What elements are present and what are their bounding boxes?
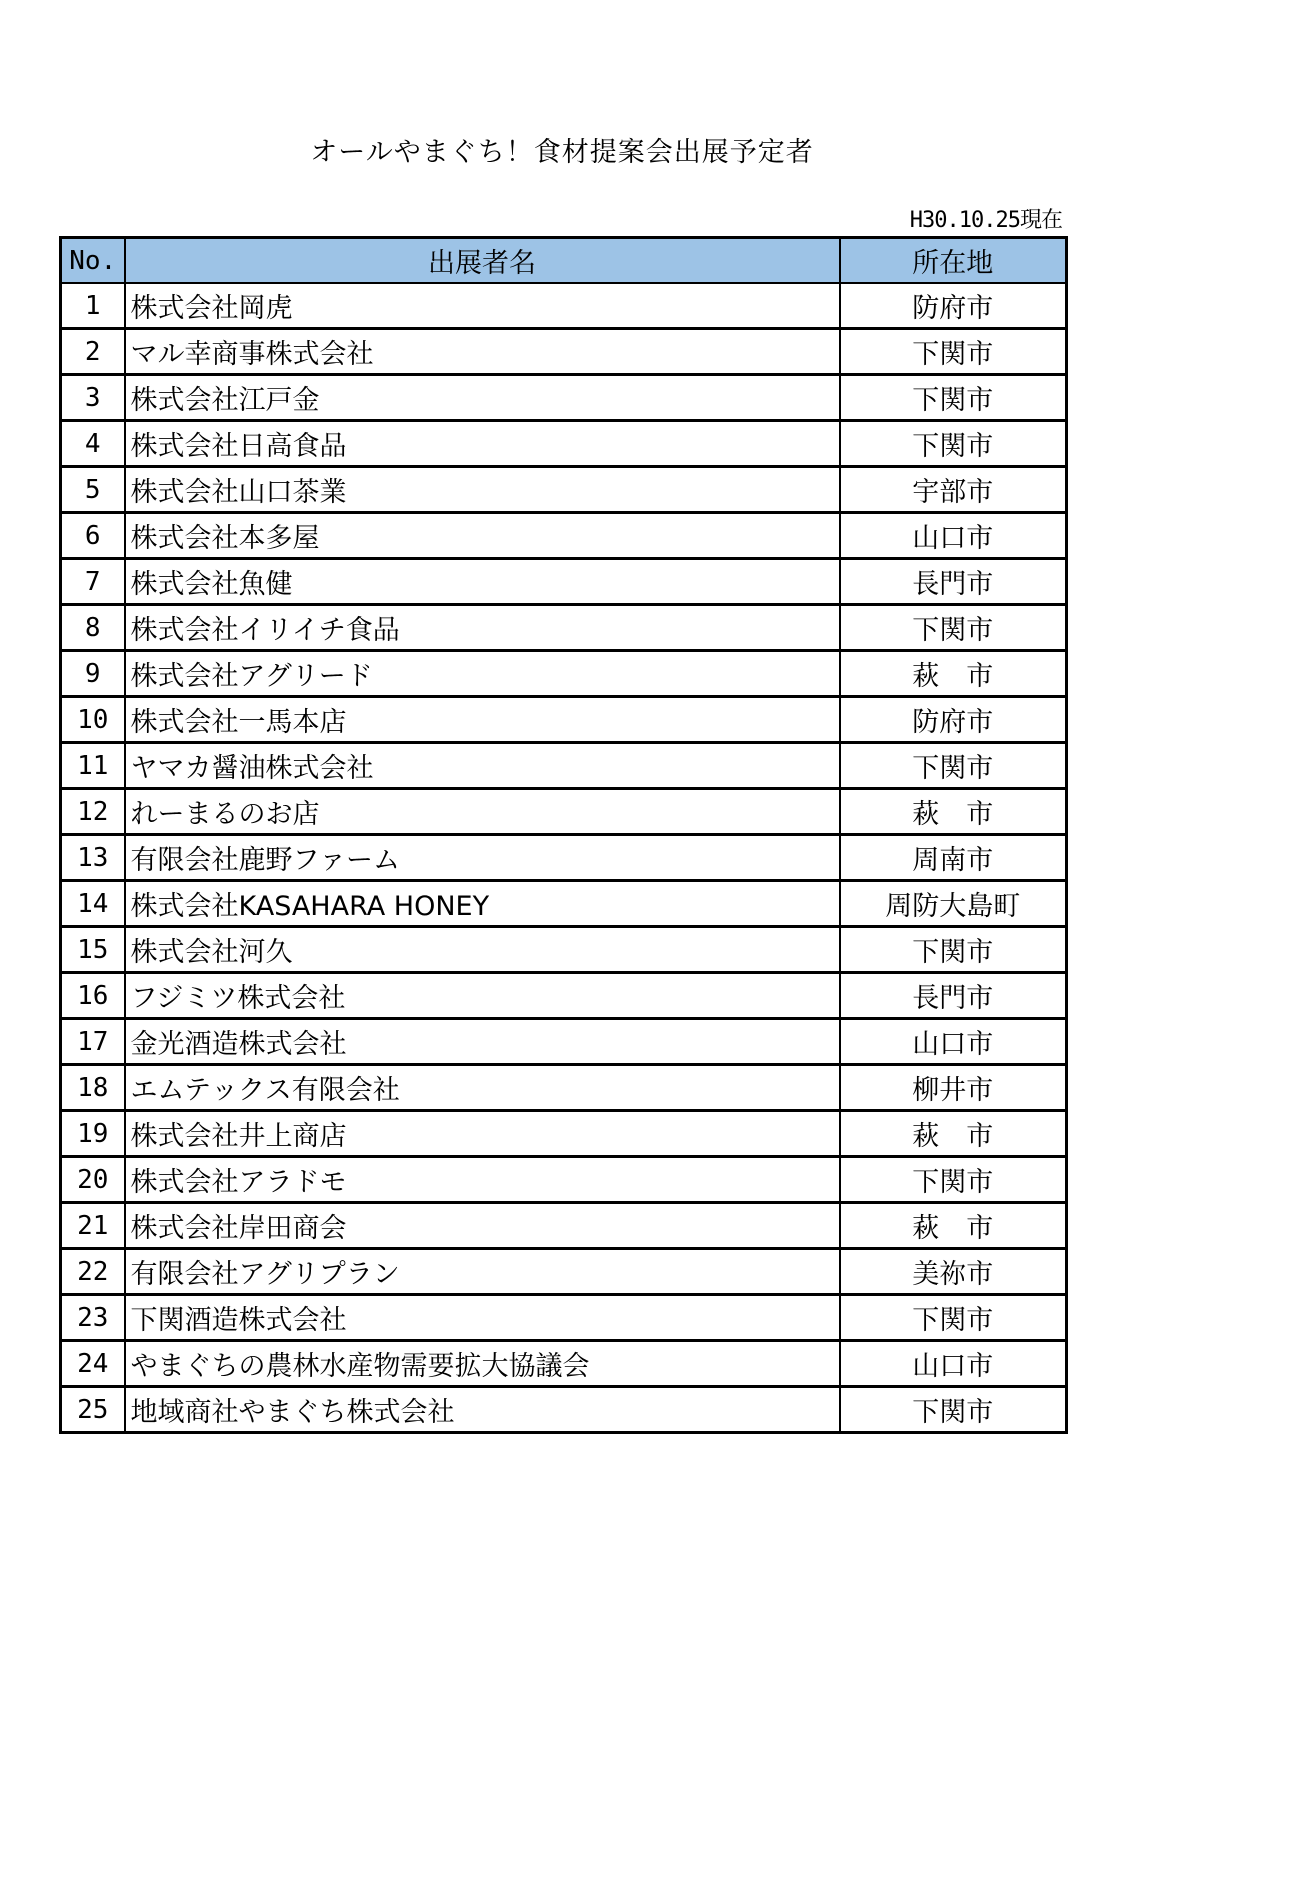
exhibitor-name: 株式会社魚健 [125, 559, 840, 605]
row-number: 21 [61, 1203, 125, 1249]
exhibitor-name: 株式会社アグリード [125, 651, 840, 697]
table-row [61, 651, 1067, 697]
exhibitor-location: 防府市 [840, 697, 1067, 743]
table-row [61, 421, 1067, 467]
exhibitor-location: 長門市 [840, 559, 1067, 605]
table-row [61, 1157, 1067, 1203]
table-row [61, 1295, 1067, 1341]
table-row [61, 605, 1067, 651]
exhibitor-location: 萩 市 [840, 1203, 1067, 1249]
table-row [61, 1387, 1067, 1433]
exhibitor-location: 萩 市 [840, 1111, 1067, 1157]
table-row [61, 467, 1067, 513]
exhibitor-name: 株式会社KASAHARA HONEY [125, 881, 840, 927]
exhibitor-name: エムテックス有限会社 [125, 1065, 840, 1111]
exhibitor-name: 株式会社本多屋 [125, 513, 840, 559]
exhibitor-name: 株式会社河久 [125, 927, 840, 973]
exhibitor-location: 宇部市 [840, 467, 1067, 513]
table-row [61, 743, 1067, 789]
table-row [61, 1019, 1067, 1065]
exhibitor-location: 山口市 [840, 513, 1067, 559]
exhibitor-name: 株式会社岸田商会 [125, 1203, 840, 1249]
exhibitor-name: れーまるのお店 [125, 789, 840, 835]
table-row [61, 789, 1067, 835]
row-number: 4 [61, 421, 125, 467]
page-title: オールやまぐち！食材提案会出展予定者 [310, 137, 814, 168]
table-row [61, 835, 1067, 881]
table-row [61, 513, 1067, 559]
row-number: 25 [61, 1387, 125, 1433]
exhibitor-location: 下関市 [840, 743, 1067, 789]
row-number: 22 [61, 1249, 125, 1295]
exhibitor-name: 株式会社一馬本店 [125, 697, 840, 743]
exhibitor-name: 株式会社アラドモ [125, 1157, 840, 1203]
table-row [61, 1341, 1067, 1387]
table-row [61, 375, 1067, 421]
exhibitor-location: 柳井市 [840, 1065, 1067, 1111]
table-header-row [61, 238, 1067, 284]
row-number: 12 [61, 789, 125, 835]
column-header-location: 所在地 [840, 238, 1067, 284]
exhibitor-name: 株式会社イリイチ食品 [125, 605, 840, 651]
row-number: 19 [61, 1111, 125, 1157]
exhibitor-location: 防府市 [840, 283, 1067, 329]
exhibitor-location: 下関市 [840, 605, 1067, 651]
row-number: 7 [61, 559, 125, 605]
row-number: 18 [61, 1065, 125, 1111]
as-of-date: H30.10.25現在 [909, 208, 1062, 233]
table-row [61, 559, 1067, 605]
exhibitor-location: 下関市 [840, 1295, 1067, 1341]
table-row [61, 1249, 1067, 1295]
exhibitor-name: 下関酒造株式会社 [125, 1295, 840, 1341]
row-number: 1 [61, 283, 125, 329]
row-number: 10 [61, 697, 125, 743]
row-number: 16 [61, 973, 125, 1019]
row-number: 14 [61, 881, 125, 927]
table-row [61, 329, 1067, 375]
exhibitor-location: 美祢市 [840, 1249, 1067, 1295]
exhibitor-name: 株式会社岡虎 [125, 283, 840, 329]
exhibitor-table [59, 236, 1068, 1434]
exhibitor-name: 株式会社山口茶業 [125, 467, 840, 513]
row-number: 11 [61, 743, 125, 789]
row-number: 13 [61, 835, 125, 881]
exhibitor-name: 株式会社江戸金 [125, 375, 840, 421]
row-number: 15 [61, 927, 125, 973]
row-number: 9 [61, 651, 125, 697]
exhibitor-location: 山口市 [840, 1341, 1067, 1387]
exhibitor-name: やまぐちの農林水産物需要拡大協議会 [125, 1341, 840, 1387]
exhibitor-location: 長門市 [840, 973, 1067, 1019]
table-row [61, 283, 1067, 329]
exhibitor-name: マル幸商事株式会社 [125, 329, 840, 375]
exhibitor-name: 有限会社鹿野ファーム [125, 835, 840, 881]
row-number: 24 [61, 1341, 125, 1387]
exhibitor-location: 萩 市 [840, 651, 1067, 697]
exhibitor-location: 下関市 [840, 421, 1067, 467]
exhibitor-name: 有限会社アグリプラン [125, 1249, 840, 1295]
table-row [61, 973, 1067, 1019]
row-number: 3 [61, 375, 125, 421]
table-row [61, 1065, 1067, 1111]
exhibitor-name: フジミツ株式会社 [125, 973, 840, 1019]
table-row [61, 927, 1067, 973]
exhibitor-location: 萩 市 [840, 789, 1067, 835]
exhibitor-name: 地域商社やまぐち株式会社 [125, 1387, 840, 1433]
column-header-no: No. [61, 238, 125, 284]
table-row [61, 697, 1067, 743]
row-number: 5 [61, 467, 125, 513]
exhibitor-location: 下関市 [840, 1157, 1067, 1203]
exhibitor-location: 周南市 [840, 835, 1067, 881]
row-number: 6 [61, 513, 125, 559]
table-body [61, 283, 1067, 1433]
exhibitor-location: 下関市 [840, 1387, 1067, 1433]
row-number: 20 [61, 1157, 125, 1203]
exhibitor-location: 下関市 [840, 329, 1067, 375]
exhibitor-name: 金光酒造株式会社 [125, 1019, 840, 1065]
row-number: 2 [61, 329, 125, 375]
row-number: 17 [61, 1019, 125, 1065]
exhibitor-name: 株式会社日高食品 [125, 421, 840, 467]
row-number: 23 [61, 1295, 125, 1341]
exhibitor-name: 株式会社井上商店 [125, 1111, 840, 1157]
exhibitor-location: 周防大島町 [840, 881, 1067, 927]
table-row [61, 1203, 1067, 1249]
exhibitor-name: ヤマカ醤油株式会社 [125, 743, 840, 789]
row-number: 8 [61, 605, 125, 651]
table-row [61, 1111, 1067, 1157]
exhibitor-location: 山口市 [840, 1019, 1067, 1065]
exhibitor-location: 下関市 [840, 375, 1067, 421]
column-header-name: 出展者名 [125, 238, 840, 284]
exhibitor-location: 下関市 [840, 927, 1067, 973]
table-row [61, 881, 1067, 927]
